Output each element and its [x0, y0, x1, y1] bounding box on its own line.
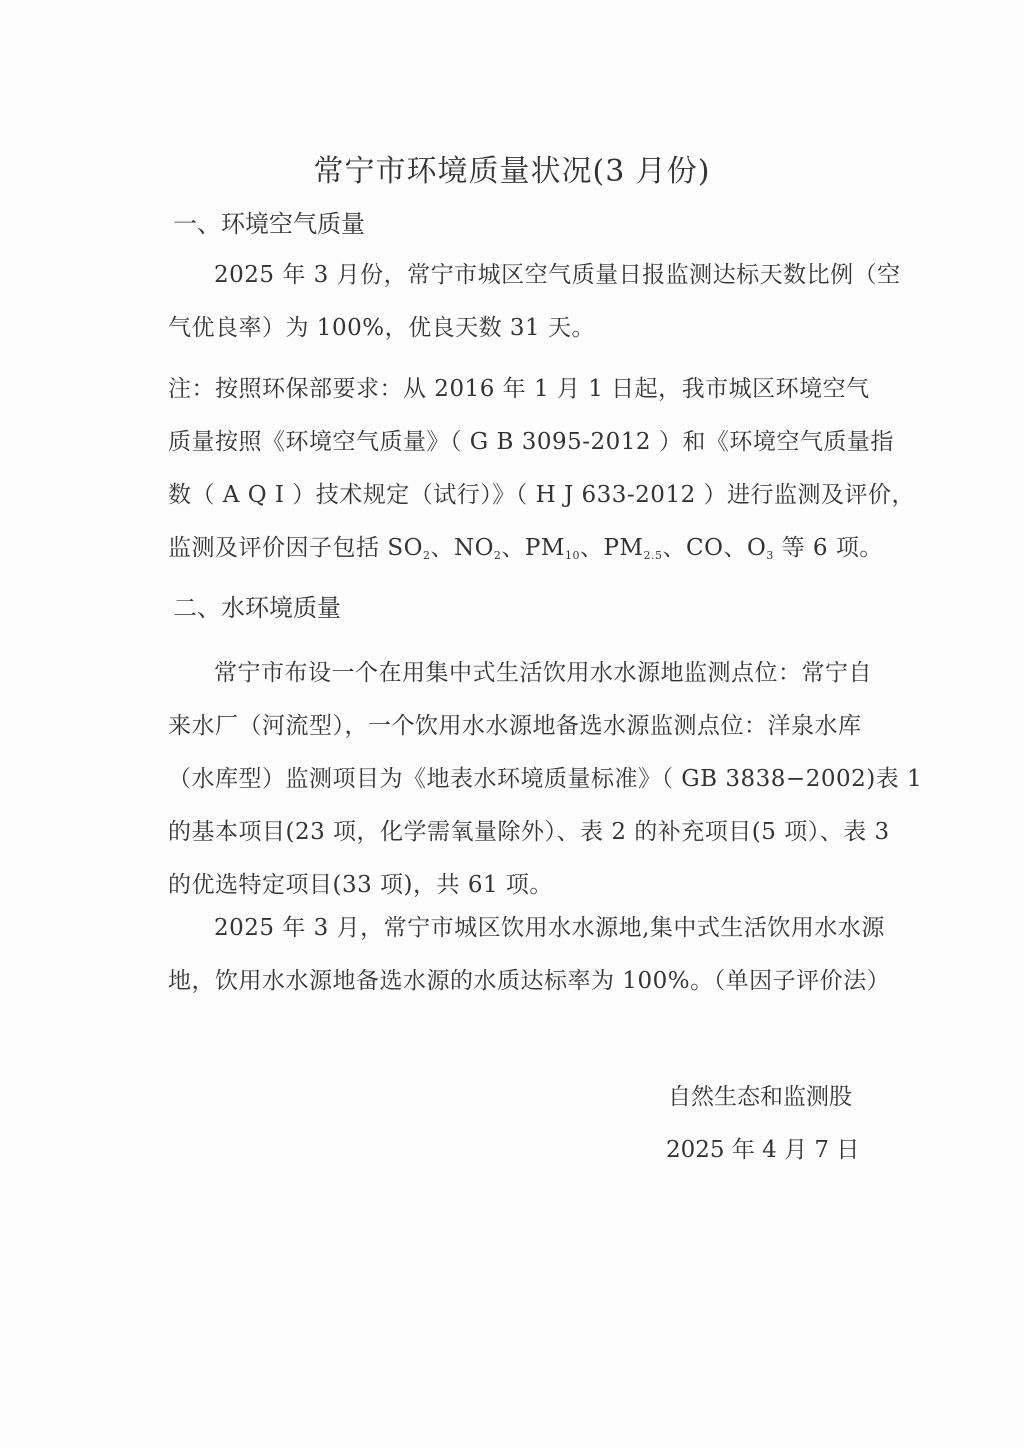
air-quality-note [168, 363, 916, 575]
note-line-1: 注：按照环保部要求：从 2016 年 1 月 1 日起，我市城区环境空气 [168, 376, 870, 402]
pollutant-no2: $NO_2$ [453, 535, 502, 562]
air-quality-line-2: 气优良率）为 100%，优良天数 31 天。 [168, 315, 595, 341]
water-result-line-2: 地，饮用水水源地备选水源的水质达标率为 100%。（单因子评价法） [168, 968, 891, 994]
note-line-2: 质量按照《环境空气质量》（ G B 3095-2012 ）和《环境空气质量指 [168, 429, 894, 455]
section-heading-air: 一、环境空气质量 [173, 210, 365, 238]
signature-date: 2025 年 4 月 7 日 [666, 1137, 860, 1163]
section-heading-water: 二、水环境质量 [173, 594, 341, 622]
note-line-4-prefix: 监测及评价因子包括 [168, 535, 388, 561]
pollutant-co: CO [685, 535, 724, 561]
air-quality-line-1: 2025 年 3 月份，常宁市城区空气质量日报监测达标天数比例（空 [214, 262, 901, 288]
pollutant-pm25: $PM_{2.5}$ [603, 535, 663, 562]
pollutant-so2: $SO_2$ [387, 535, 431, 562]
note-line-4: 监测及评价因子包括 $SO_2$、$NO_2$、$PM_{10}$、$PM_{2.5}$、CO、$O_3$ 等 6 项。 [168, 535, 883, 562]
water-result-paragraph [168, 902, 892, 1008]
water-line-5: 的优选特定项目(33 项)，共 61 项。 [168, 872, 553, 898]
air-quality-paragraph [168, 249, 901, 355]
document-title: 常宁市环境质量状况(3 月份) [313, 154, 711, 189]
water-line-1: 常宁市布设一个在用集中式生活饮用水水源地监测点位：常宁自 [214, 660, 872, 686]
water-line-4: 的基本项目(23 项，化学需氧量除外）、表 2 的补充项目(5 项）、表 3 [168, 819, 890, 845]
water-monitoring-paragraph [168, 647, 923, 912]
pollutant-pm10: $PM_{10}$ [524, 535, 580, 562]
water-line-3: （水库型）监测项目为《地表水环境质量标准》（ GB 3838−2002)表 1 [168, 766, 923, 792]
water-result-line-1: 2025 年 3 月，常宁市城区饮用水水源地,集中式生活饮用水水源 [214, 915, 885, 941]
note-line-3: 数（ A Q I ）技术规定（试行）》（ H J 633-2012 ）进行监测及评价， [168, 482, 916, 508]
note-line-4-suffix: 等 6 项。 [773, 535, 883, 561]
pollutant-o3: $O_3$ [746, 535, 774, 562]
water-line-2: 来水厂（河流型），一个饮用水水源地备选水源监测点位：洋泉水库 [168, 713, 862, 739]
signature-org: 自然生态和监测股 [668, 1084, 852, 1110]
